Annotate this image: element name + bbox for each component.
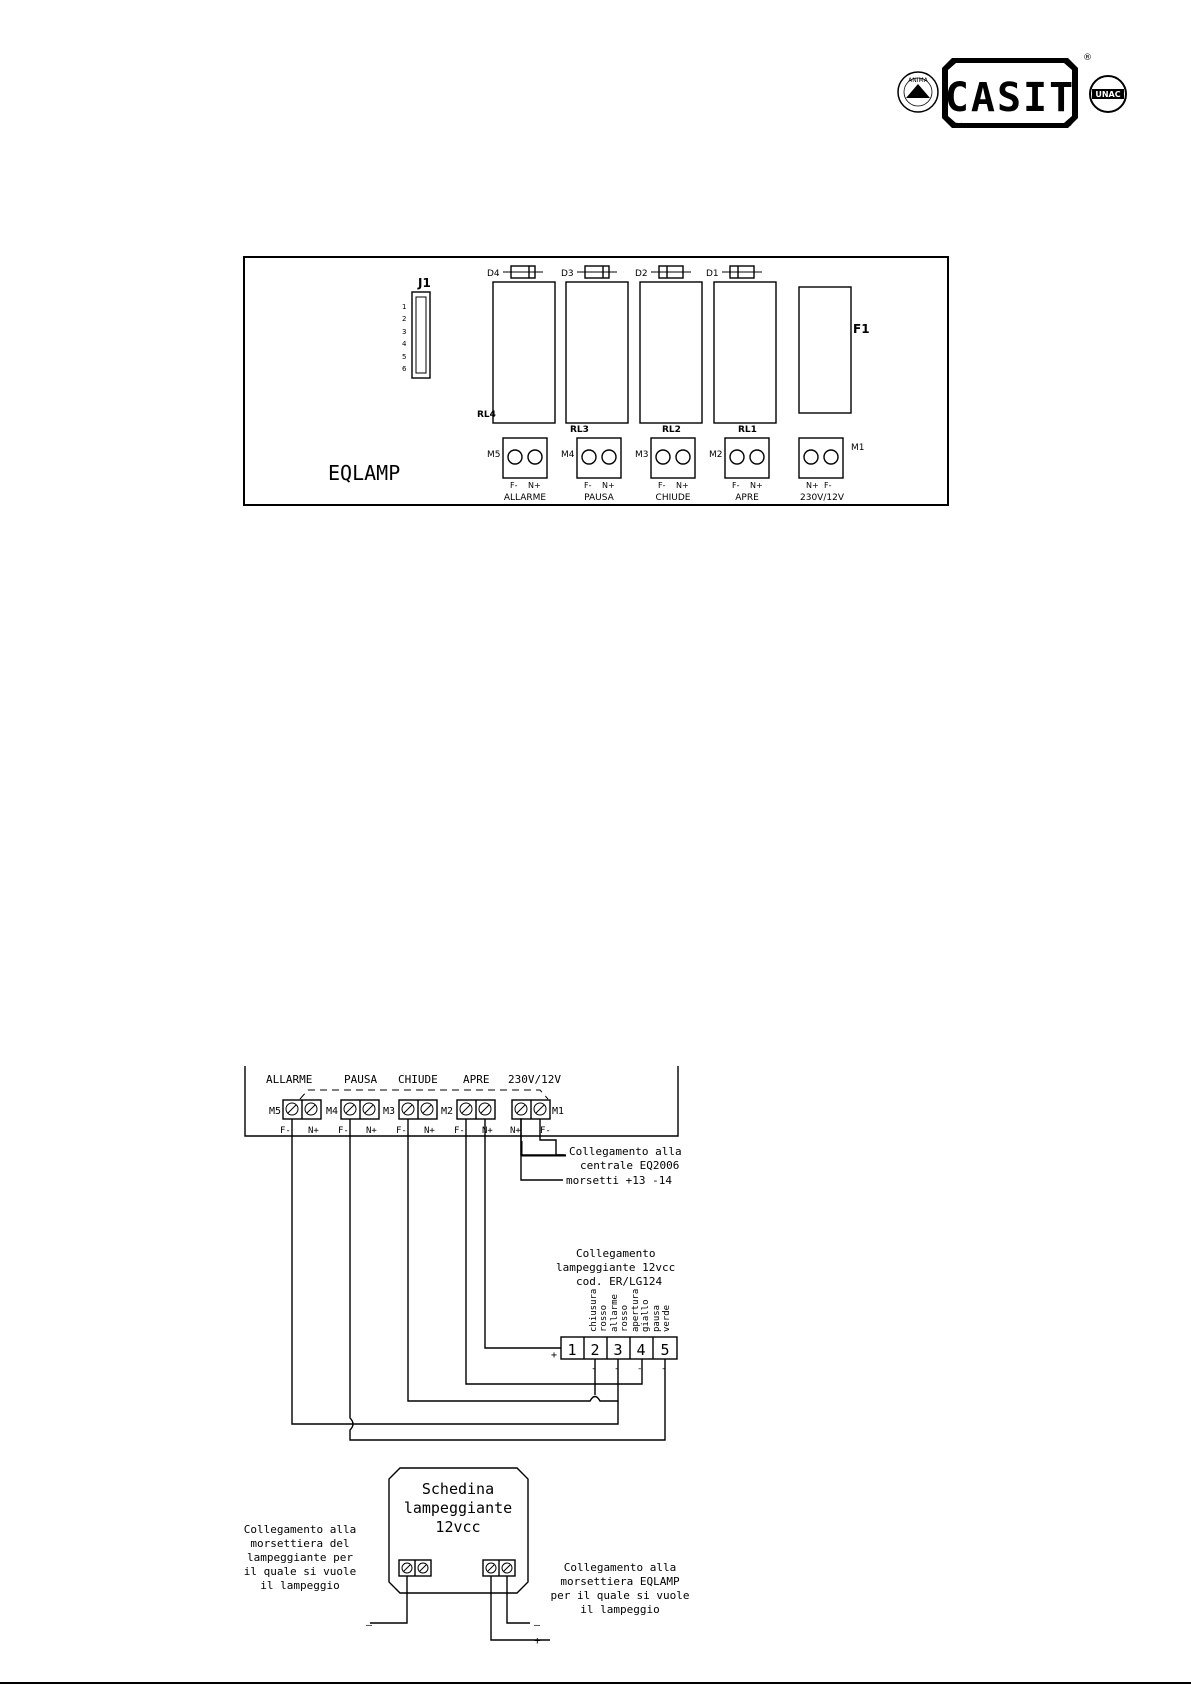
lamp-note-line: lampeggiante 12vcc: [556, 1261, 676, 1274]
terminal-pin: N+: [528, 481, 541, 490]
j1-pin-1: 1: [402, 303, 407, 311]
terminal-m5: [487, 438, 547, 503]
schedina-right-note: [550, 1561, 689, 1616]
lamp-minus: -: [661, 1364, 667, 1374]
svg-text:morsettiera EQLAMP: morsettiera EQLAMP: [560, 1575, 680, 1588]
relay-label: RL1: [738, 425, 757, 435]
wiring-pin-label: F-: [540, 1126, 551, 1136]
schedina-right-minus: —: [534, 1620, 541, 1631]
eq2006-note-line: centrale EQ2006: [580, 1159, 680, 1172]
lamp-note-line: cod. ER/LG124: [576, 1275, 663, 1288]
screw-icon: [286, 1103, 546, 1115]
svg-text:lampeggiante per: lampeggiante per: [247, 1551, 353, 1564]
diode-d4: [487, 266, 543, 279]
terminal-m3: [635, 438, 695, 503]
diode-label: D3: [561, 269, 574, 279]
relay-rl3: [566, 282, 628, 423]
right-seal-label: UNAC: [1095, 90, 1121, 99]
diode-label: D4: [487, 269, 500, 279]
terminal-pin: F-: [510, 481, 518, 490]
lamp-terminal-block: [551, 1337, 677, 1374]
j1-pin-6: 6: [402, 365, 407, 373]
wiring-pin-label: F-: [338, 1126, 349, 1136]
diode-d2: [635, 266, 691, 279]
terminal-id: M1: [851, 443, 865, 453]
lamp-plus: +: [551, 1350, 558, 1361]
wiring-diagram: [245, 1066, 682, 1440]
screw-icon: [402, 1563, 512, 1573]
wiring-terminal-id: M4: [326, 1106, 339, 1117]
relay-label: RL4: [477, 410, 496, 420]
wiring-pin-label: N+: [366, 1126, 377, 1136]
relay-rl1: [714, 282, 776, 423]
fuse-f1: [799, 287, 851, 413]
wiring-pin-label: N+: [482, 1126, 493, 1136]
svg-text:il lampeggio: il lampeggio: [580, 1603, 660, 1616]
left-seal-label: ANIMA: [908, 77, 928, 84]
logo-small-right: TO: [1066, 122, 1072, 127]
wiring-pin-label: F-: [396, 1126, 407, 1136]
schedina-board: [366, 1468, 550, 1647]
svg-text:morsettiera del: morsettiera del: [250, 1537, 350, 1550]
terminal-name: APRE: [735, 493, 759, 503]
svg-text:Collegamento alla: Collegamento alla: [563, 1561, 677, 1574]
lamp-minus: -: [591, 1364, 597, 1374]
wiring-terminal-id: M5: [269, 1106, 282, 1117]
terminal-pin: F-: [658, 481, 666, 490]
svg-text:allarmerosso: allarmerosso: [610, 1294, 630, 1332]
logo-small-left: Italy: [956, 122, 965, 127]
terminal-name: CHIUDE: [655, 493, 691, 503]
terminal-pin: F-: [732, 481, 740, 490]
wiring-pin-label: N+: [308, 1126, 319, 1136]
schedina-title-line: lampeggiante: [403, 1499, 513, 1517]
wiring-label-apre: APRE: [463, 1073, 490, 1086]
board-name: EQLAMP: [328, 461, 401, 485]
terminal-name: 230V/12V: [800, 493, 844, 503]
wiring-label-allarme: ALLARME: [266, 1073, 313, 1086]
wiring-terminal-id: M3: [383, 1106, 396, 1117]
terminal-id: M2: [709, 450, 723, 460]
wiring-terminal-id: M2: [441, 1106, 454, 1117]
svg-text:il lampeggio: il lampeggio: [260, 1579, 340, 1592]
wiring-pin-label: N+: [510, 1126, 521, 1136]
schedina-left-note: [244, 1523, 357, 1592]
terminal-id: M4: [561, 450, 575, 460]
svg-text:pausaverde: pausaverde: [652, 1304, 672, 1332]
terminal-m1: [799, 438, 865, 503]
lamp-minus: -: [637, 1364, 643, 1374]
wiring-pin-label: N+: [424, 1126, 435, 1136]
diode-label: D2: [635, 269, 648, 279]
j1-pin-2: 2: [402, 315, 407, 323]
terminal-pin: F-: [584, 481, 592, 490]
wiring-label-230v: 230V/12V: [508, 1073, 561, 1086]
j1-connector: [402, 276, 431, 378]
lamp-minus: -: [614, 1364, 620, 1374]
terminal-id: M5: [487, 450, 501, 460]
relay-label: RL2: [662, 425, 681, 435]
lamp-terminal-num: 4: [636, 1341, 646, 1359]
terminal-pin: N+: [676, 481, 689, 490]
wiring-terminal-id: M1: [552, 1106, 565, 1117]
eq2006-note-line: morsetti +13 -14: [566, 1174, 672, 1187]
svg-text:il quale si vuole: il quale si vuole: [243, 1565, 357, 1578]
terminal-pin: N+: [806, 481, 819, 490]
terminal-pin: N+: [602, 481, 615, 490]
brand-name: CASIT: [944, 75, 1076, 121]
relay-label: RL3: [570, 425, 589, 435]
terminal-name: ALLARME: [503, 493, 547, 503]
relay-rl2: [640, 282, 702, 423]
j1-pin-3: 3: [402, 328, 407, 336]
relay-rl4: [493, 282, 555, 423]
terminal-m2: [709, 438, 769, 503]
schedina-plus: +: [534, 1634, 541, 1647]
wiring-label-pausa: PAUSA: [344, 1073, 378, 1086]
wiring-pin-label: F-: [280, 1126, 291, 1136]
registered-mark: ®: [1083, 53, 1092, 63]
lamp-terminal-num: 2: [590, 1341, 600, 1359]
j1-pin-5: 5: [402, 353, 407, 361]
lamp-terminal-labels: [589, 1289, 672, 1332]
schedina-title-line: 12vcc: [435, 1518, 481, 1536]
diode-d3: [561, 266, 617, 279]
terminal-m4: [561, 438, 621, 503]
lamp-terminal-num: 3: [613, 1341, 623, 1359]
terminal-pin: F-: [824, 481, 832, 490]
j1-pin-4: 4: [402, 340, 407, 348]
svg-text:aperturagiallo: aperturagiallo: [631, 1288, 651, 1332]
fuse-label: F1: [853, 322, 870, 336]
svg-text:Collegamento alla: Collegamento alla: [243, 1523, 357, 1536]
svg-text:per il quale si vuole: per il quale si vuole: [550, 1589, 690, 1602]
lamp-terminal-num: 5: [660, 1341, 670, 1359]
terminal-pin: N+: [750, 481, 763, 490]
lamp-note-line: Collegamento: [576, 1247, 656, 1260]
terminal-id: M3: [635, 450, 649, 460]
schedina-left-minus: —: [366, 1620, 373, 1631]
terminal-name: PAUSA: [584, 493, 614, 503]
j1-label: J1: [418, 276, 431, 290]
diode-label: D1: [706, 269, 719, 279]
svg-text:chiusurarosso: chiusurarosso: [589, 1288, 609, 1332]
wiring-pin-label: F-: [454, 1126, 465, 1136]
diode-d1: [706, 266, 762, 279]
wiring-label-chiude: CHIUDE: [398, 1073, 438, 1086]
schedina-title-line: Schedina: [421, 1480, 495, 1498]
lamp-terminal-num: 1: [567, 1341, 577, 1359]
eq2006-note-line: Collegamento alla: [569, 1145, 682, 1158]
